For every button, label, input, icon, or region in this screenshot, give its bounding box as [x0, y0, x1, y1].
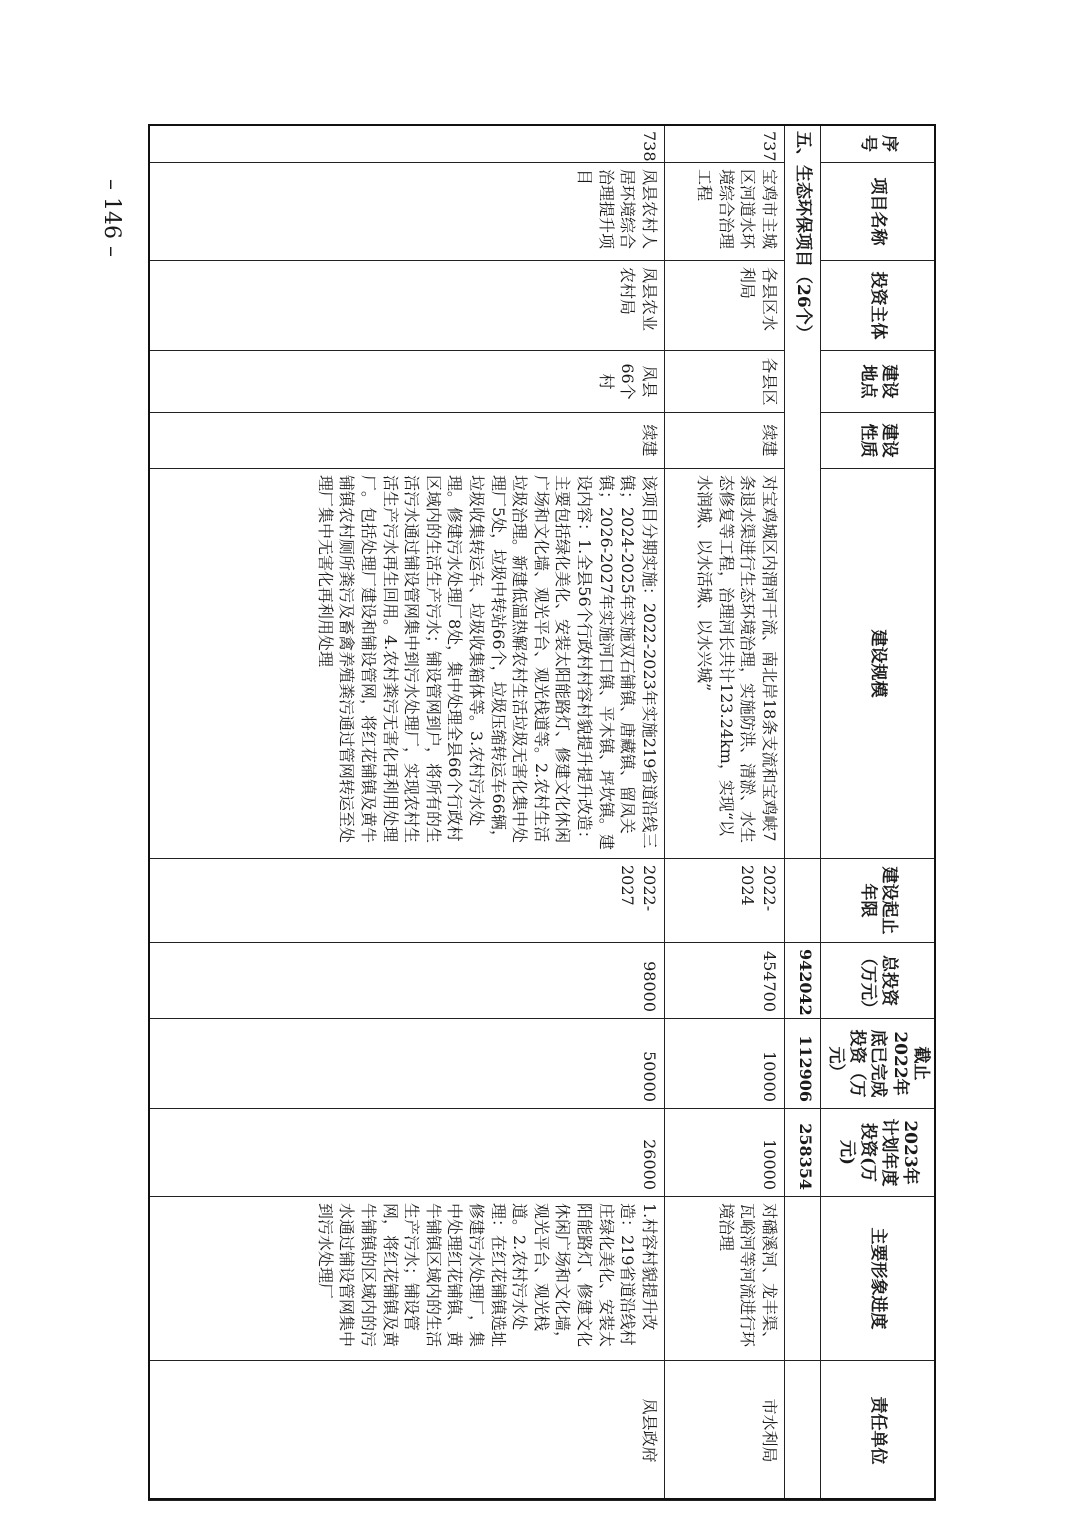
page-number: – 146 – [99, 179, 125, 257]
section-period-empty [784, 859, 820, 943]
header-responsible: 责任单位 [820, 1361, 935, 1501]
row-progress: 1.村容村貌提升改造：219省道沿线村庄绿化美化、安装太阳能路灯、修建文化休闲广场和文化墙，观光平台、观光栈道。2.农村污水处理：在红花铺镇选址修建污水处理厂，集中处理红花铺镇、黄牛铺镇区域内的生活生产污水；铺设管网，将红花铺镇及黄牛铺镇的区域内的污水通过铺设管网集中到污水处理厂 [149, 1197, 665, 1361]
header-investor: 投资主体 [820, 261, 935, 351]
header-progress: 主要形象进度 [820, 1197, 935, 1361]
section-responsible-empty [784, 1361, 820, 1501]
header-seq: 序号 [820, 125, 935, 163]
header-scale: 建设规模 [820, 469, 935, 859]
project-table-container [148, 124, 938, 1504]
row-total: 98000 [149, 943, 665, 1019]
row-responsible: 市水利局 [664, 1361, 784, 1501]
row-scale: 该项目分期实施：2022-2023年实施219省道沿线三镇；2024-2025年实施双石铺镇、唐藏镇、留凤关镇；2026-2027年实施河口镇、平木镇、坪坎镇。建设内容：1.全县56个行政村村容村貌提升提升改造：主要包括绿化美化、安装太阳能路灯、修建文化休闲广场和文化墙、观光平台、观光栈道等。2.农村生活垃圾治理。新建低温热解农村生活垃圾无害化集中处理厂5处，垃圾中转站66个，垃圾压缩转运车66辆，垃圾收集转运车、垃圾收集箱体等。3.农村污水处理。修建污水处理厂8处，集中处理全县66个行政村区域内的生活生产污水；铺设管网到户，将所有的生活污水通过铺设管网集中到污水处理厂，实现农村生活生产污水再生回用。4.农村粪污无害化再利用处理厂。包括处理厂建设和铺设管网，将红花铺镇及黄牛铺镇农村厕所粪污及畜禽养殖粪污通过管网转运至处理厂集中无害化再利用处理 [149, 469, 665, 859]
table-row [664, 125, 784, 1501]
header-completed: 截止2022年底已完成投资（万元） [820, 1019, 935, 1109]
header-plan2023: 2023年计划年度投资(万元) [820, 1109, 935, 1197]
row-nature: 续建 [664, 413, 784, 469]
row-seq: 738 [149, 125, 665, 163]
project-table-rotated [148, 124, 936, 1500]
row-name: 宝鸡市主城区河道水环境综合治理工程 [664, 163, 784, 261]
table-row [149, 125, 665, 1501]
header-period: 建设起止年限 [820, 859, 935, 943]
row-investor: 各县区水利局 [664, 261, 784, 351]
section-plan2023: 258354 [784, 1109, 820, 1197]
row-investor: 凤县农业农村局 [149, 261, 665, 351]
row-name: 凤县农村人居环境综合治理提升项目 [149, 163, 665, 261]
row-plan2023: 26000 [149, 1109, 665, 1197]
section-progress-empty [784, 1197, 820, 1361]
row-progress: 对磻溪河、龙丰渠、瓦峪河等河流进行环境治理 [664, 1197, 784, 1361]
project-table [148, 124, 936, 1501]
row-period: 2022-2024 [664, 859, 784, 943]
header-row [820, 125, 935, 1501]
row-nature: 续建 [149, 413, 665, 469]
row-location: 凤县66个村 [149, 351, 665, 413]
row-completed: 10000 [664, 1019, 784, 1109]
row-total: 454700 [664, 943, 784, 1019]
section-completed: 112906 [784, 1019, 820, 1109]
row-location: 各县区 [664, 351, 784, 413]
row-plan2023: 10000 [664, 1109, 784, 1197]
header-nature: 建设性质 [820, 413, 935, 469]
section-total: 942042 [784, 943, 820, 1019]
section-row [784, 125, 820, 1501]
row-period: 2022-2027 [149, 859, 665, 943]
row-scale: 对宝鸡城区内渭河干流、南北岸18条支流和宝鸡峡7条退水渠进行生态环境治理，实施防洪、清淤、水生态修复等工程，治理河长共计123.24km，实现“以水润城、以水活城、以水兴城” [664, 469, 784, 859]
row-responsible: 凤县政府 [149, 1361, 665, 1501]
section-label: 五、生态环保项目（26个） [784, 125, 820, 859]
header-total: 总投资（万元） [820, 943, 935, 1019]
row-completed: 50000 [149, 1019, 665, 1109]
row-seq: 737 [664, 125, 784, 163]
header-name: 项目名称 [820, 163, 935, 261]
header-location: 建设地点 [820, 351, 935, 413]
